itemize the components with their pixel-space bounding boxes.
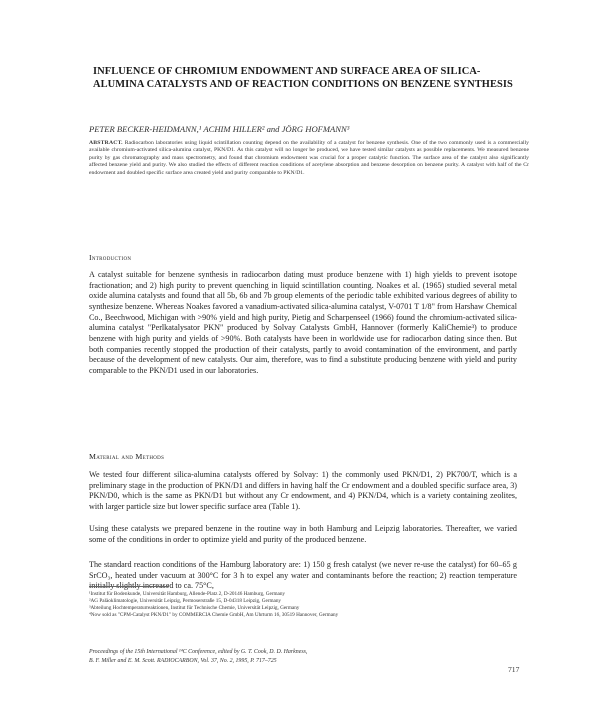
page-number: 717 [508, 665, 520, 674]
methods-paragraph-1: We tested four different silica-alumina catalysts offered by Solvay: 1) the commonly used PKN/D1, 2) PK700/T, which is a preliminary stage in the production of PKN/D1 and differs in having half the Cr endowment and a doubled specific surface area, 3) PKN/D0, which is the same as PKN/D1 but without any Cr endowment, and 4) PKN/D4, which is a variety containing zeolites, with larger particle size but lower specific surface area (Table 1). [89, 470, 517, 511]
proceedings-citation [89, 648, 489, 665]
author-list: PETER BECKER-HEIDMANN,¹ ACHIM HILLER² and JÖRG HOFMANN³ [89, 124, 350, 134]
proceedings-line-2: B. F. Miller and E. M. Scott. RADIOCARBON, Vol. 37, No. 2, 1995, P. 717–725 [89, 657, 277, 664]
section-heading-methods: Material and Methods [89, 452, 165, 461]
footnote-divider [89, 586, 169, 587]
footnote-1: ¹Institut für Bodenkunde, Universität Hamburg, Allende-Platz 2, D-20146 Hamburg, Germany [89, 591, 286, 597]
methods-paragraph-3: The standard reaction conditions of the Hamburg laboratory are: 1) 150 g fresh catalyst (we never re-use the catalyst) for 60–65 g SrCO₃, heated under vacuum at 300°C for 3 h to expel any water and contaminants before the reaction; 2) reaction temperature initially slightly increased to ca. 75°C, [89, 560, 517, 591]
footnotes [89, 591, 529, 619]
footnote-2: ²AG Paläoklimatologie, Universität Leipzig, Permoserstraße 15, D-04318 Leipzig, Germany [89, 598, 282, 605]
abstract [89, 140, 529, 177]
introduction-paragraph: A catalyst suitable for benzene synthesis in radiocarbon dating must produce benzene with 1) high yields to prevent isotope fractionation; and 2) high purity to prevent quenching in liquid scintillation counting. Noakes et al. (1965) studied several metal oxide alumina catalysts and found that all 5b, 6b and 7b group elements of the periodic table exhibited various degrees of ability to synthesize benzene. Whereas Noakes favored a vanadium-activated silica-alumina catalyst, V-0701 T 1/8" from Harshaw Chemical Co., Beechwood, Michigan with >90% yield and high purity, Pietig and Scharpenseel (1966) found the chromium-activated silica-alumina catalyst "Perlkatalysator PKN" produced by Solvay Catalysts GmbH, Hannover (formerly KaliChemie³) to produce benzene with high purity and yields of >90%. Both catalysts have been in worldwide use for radiocarbon dating since then. But both companies recently stopped the production of their catalysts, partly to avoid contamination of the environment, and partly because of the development of new catalysts. Our aim, therefore, was to find a substitute producing benzene with yield and purity comparable to the PKN/D1 used in our laboratories. [89, 270, 517, 375]
article-title: INFLUENCE OF CHROMIUM ENDOWMENT AND SURFACE AREA OF SILICA-ALUMINA CATALYSTS AND OF REACTION CONDITIONS ON BENZENE SYNTHESIS [93, 66, 513, 90]
abstract-text: Radiocarbon laboratories using liquid scintillation counting depend on the availability of a catalyst for benzene synthesis. One of the two commonly used is a commercially available chromium-activated silica-alumina catalyst, PKN/D1. As this catalyst will no longer be produced, we have tested similar catalysts as possible replacements. We measured benzene purity by gas chromatography and mass spectrometry, and found that chromium endowment was crucial for a proper catalytic function. The surface area of the catalyst also significantly affected benzene yield and purity. We also studied the effects of different reaction conditions of acetylene absorption and benzene desorption on benzene purity. A catalyst with half of the Cr endowment and doubled specific surface area created yield and purity comparable to PKN/D1. [89, 140, 530, 176]
abstract-label: ABSTRACT. [89, 140, 123, 146]
footnote-3: ³Abteilung Hochtemperaturreaktionen, Institut für Technische Chemie, Universität Leipzig, Germany [89, 605, 300, 612]
section-heading-introduction: Introduction [89, 253, 132, 262]
methods-paragraph-2: Using these catalysts we prepared benzene in the routine way in both Hamburg and Leipzig laboratories. Thereafter, we varied some of the conditions in order to optimize yield and purity of the produced benzene. [89, 524, 517, 544]
proceedings-line-1: Proceedings of the 15th International ¹⁴C Conference, edited by G. T. Cook, D. D. Harkness, [89, 649, 308, 655]
footnote-4: ⁴Now sold as "CPM-Catalyst PKN/D1" by COMMERCIA Chemie GmbH, Am Uhrturm 16, 30519 Hannover, Germany [89, 612, 339, 619]
